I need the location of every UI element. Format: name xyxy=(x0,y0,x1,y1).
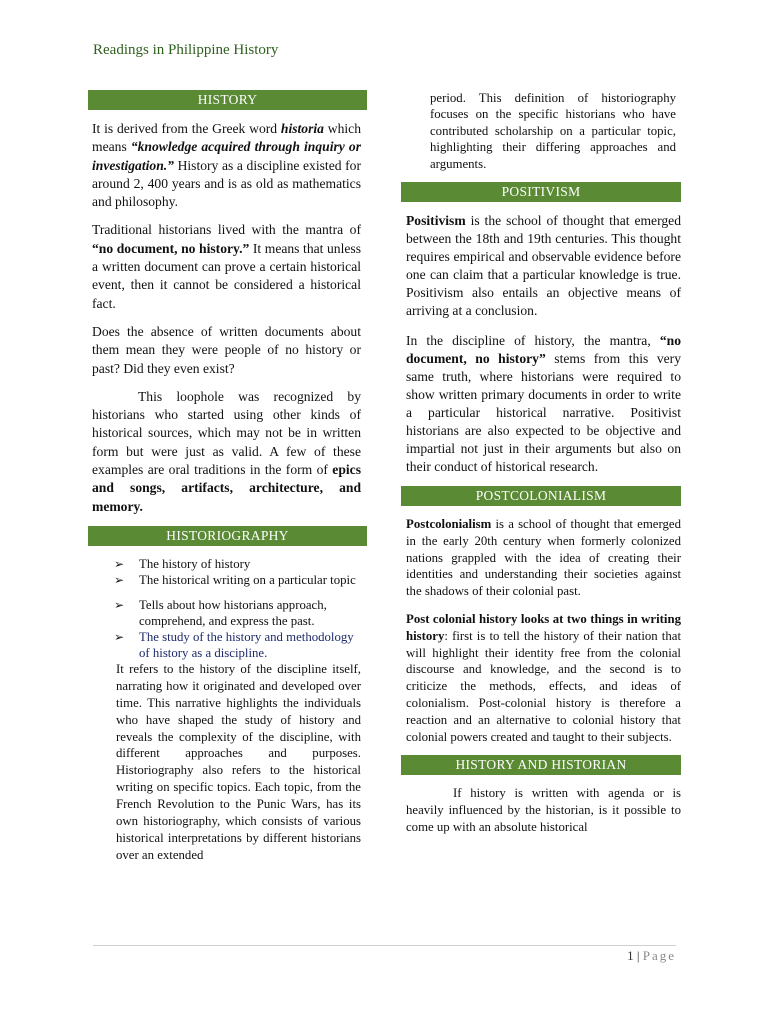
page-number: 1 xyxy=(627,948,634,963)
list-item: ➢ The study of the history and methodology of history as a discipline. xyxy=(114,629,354,660)
section-heading-history-and-historian: HISTORY AND HISTORIAN xyxy=(401,755,681,775)
text-run: It is derived from the Greek word xyxy=(92,121,281,136)
text-run: It means that unless a written document can prove a certain historical event, then it cannot be considered a historical fact. xyxy=(92,240,361,311)
section-heading-positivism: POSITIVISM xyxy=(401,182,681,202)
text-run: period. This definition of historiography focuses on the specific historians who have contributed scholarship on a particular topic, highlighting their differing approaches and arguments. xyxy=(430,91,676,171)
running-title: Readings in Philippine History xyxy=(93,42,279,58)
positivism-paragraph-2 xyxy=(401,332,681,476)
text-run: : first is to tell the history of their nation that will highlight their identity free from the colonial discourse and knowledge, and the second is to criticize the methods, effects, and ideas of colonialism. Post-colonial history is therefore a reaction and an alternative to colonial history that colonial powers created and taught to their subjects. xyxy=(406,628,681,744)
section-heading-historiography: HISTORIOGRAPHY xyxy=(88,526,367,546)
history-paragraph-4 xyxy=(88,388,367,516)
page-label: Page xyxy=(642,948,676,963)
text-run: Positivism xyxy=(406,213,466,229)
right-column xyxy=(401,90,681,836)
text-run: Postcolonialism xyxy=(406,517,492,532)
historiography-continued-paragraph xyxy=(401,90,681,172)
historiography-paragraph xyxy=(88,661,367,864)
arrow-bullet-icon: ➢ xyxy=(114,629,125,644)
history-paragraph-1 xyxy=(88,120,367,211)
text-run: In the discipline of history, the mantra, xyxy=(406,333,660,349)
text-run: historia xyxy=(280,121,324,136)
list-item: ➢ The historical writing on a particular topic xyxy=(114,572,356,587)
section-heading-postcolonialism: POSTCOLONIALISM xyxy=(401,486,681,506)
section-heading-history: HISTORY xyxy=(88,90,367,110)
postcolonialism-paragraph-2 xyxy=(401,611,681,745)
text-run: “no document, no history.” xyxy=(92,240,250,256)
text-run: This loophole was recognized by historians who started using other kinds of historical sources, which may not be in written form but were just as valid. A few of these examples are oral traditions in the form of xyxy=(92,388,361,478)
text-run: Post colonial history looks at two things in writing history xyxy=(406,612,681,643)
left-column xyxy=(88,90,367,864)
text-run: “no document, no history” xyxy=(406,333,681,367)
text-run: Traditional historians lived with the mantra of xyxy=(92,222,361,238)
postcolonialism-paragraph-1 xyxy=(401,516,681,600)
arrow-bullet-icon: ➢ xyxy=(114,556,125,571)
text-run: epics and songs, artifacts, architecture, and memory. xyxy=(92,462,361,514)
page-footer xyxy=(627,948,676,964)
footer-rule xyxy=(93,945,676,946)
arrow-bullet-icon: ➢ xyxy=(114,572,125,587)
text-run: Does the absence of written documents about them mean they were people of no history or past? Did they even exist? xyxy=(92,323,361,376)
text-run: It refers to the history of the discipline itself, narrating how it originated and developed over time. This narrative highlights the individuals who have shaped the study of history and reveals the complexity of the discipline, with different approaches and purposes. Historiography also refers to the historical writing on specific topics. Each topic, from the French Revolution to the Punic Wars, has its own historiography, which consists of various historical interpretations by different historians over an extended xyxy=(116,661,361,862)
text-run: which means xyxy=(92,121,361,155)
text-run: stems from this very same truth, where historians were required to show written primary documents in order to write a particular historical narrative. Positivist historians are also expected to be objective and impartial not just in their arguments but also on their conduct of historical research. xyxy=(406,351,682,475)
history-paragraph-3 xyxy=(88,323,367,378)
list-item: ➢ The history of history xyxy=(114,556,251,571)
historiography-bullet-list xyxy=(88,556,367,661)
history-paragraph-2 xyxy=(88,221,367,312)
text-run: “knowledge acquired through inquiry or investigation.” xyxy=(92,139,361,173)
arrow-bullet-icon: ➢ xyxy=(114,597,125,612)
text-run: If history is written with agenda or is heavily influenced by the historian, is it possible to come up with an absolute historical xyxy=(406,786,681,835)
history-and-historian-paragraph xyxy=(401,785,681,836)
page-separator: | xyxy=(636,948,640,963)
list-item: ➢ Tells about how historians approach, comprehend, and express the past. xyxy=(114,597,327,628)
text-run: is the school of thought that emerged between the 18th and 19th centuries. This thought requires empirical and observable evidence before one can claim that a particular knowledge is true. Positivism also entails an objective means of arriving at a conclusion. xyxy=(406,213,681,319)
text-run: History as a discipline existed for around 2, 400 years and is as old as mathematics and philosophy. xyxy=(92,157,361,210)
text-run: is a school of thought that emerged in the early 20th century when formerly colonized nations grappled with the idea of creating their identities and understanding their societies against the shadows of their colonial past. xyxy=(406,517,681,599)
positivism-paragraph-1 xyxy=(401,212,681,320)
